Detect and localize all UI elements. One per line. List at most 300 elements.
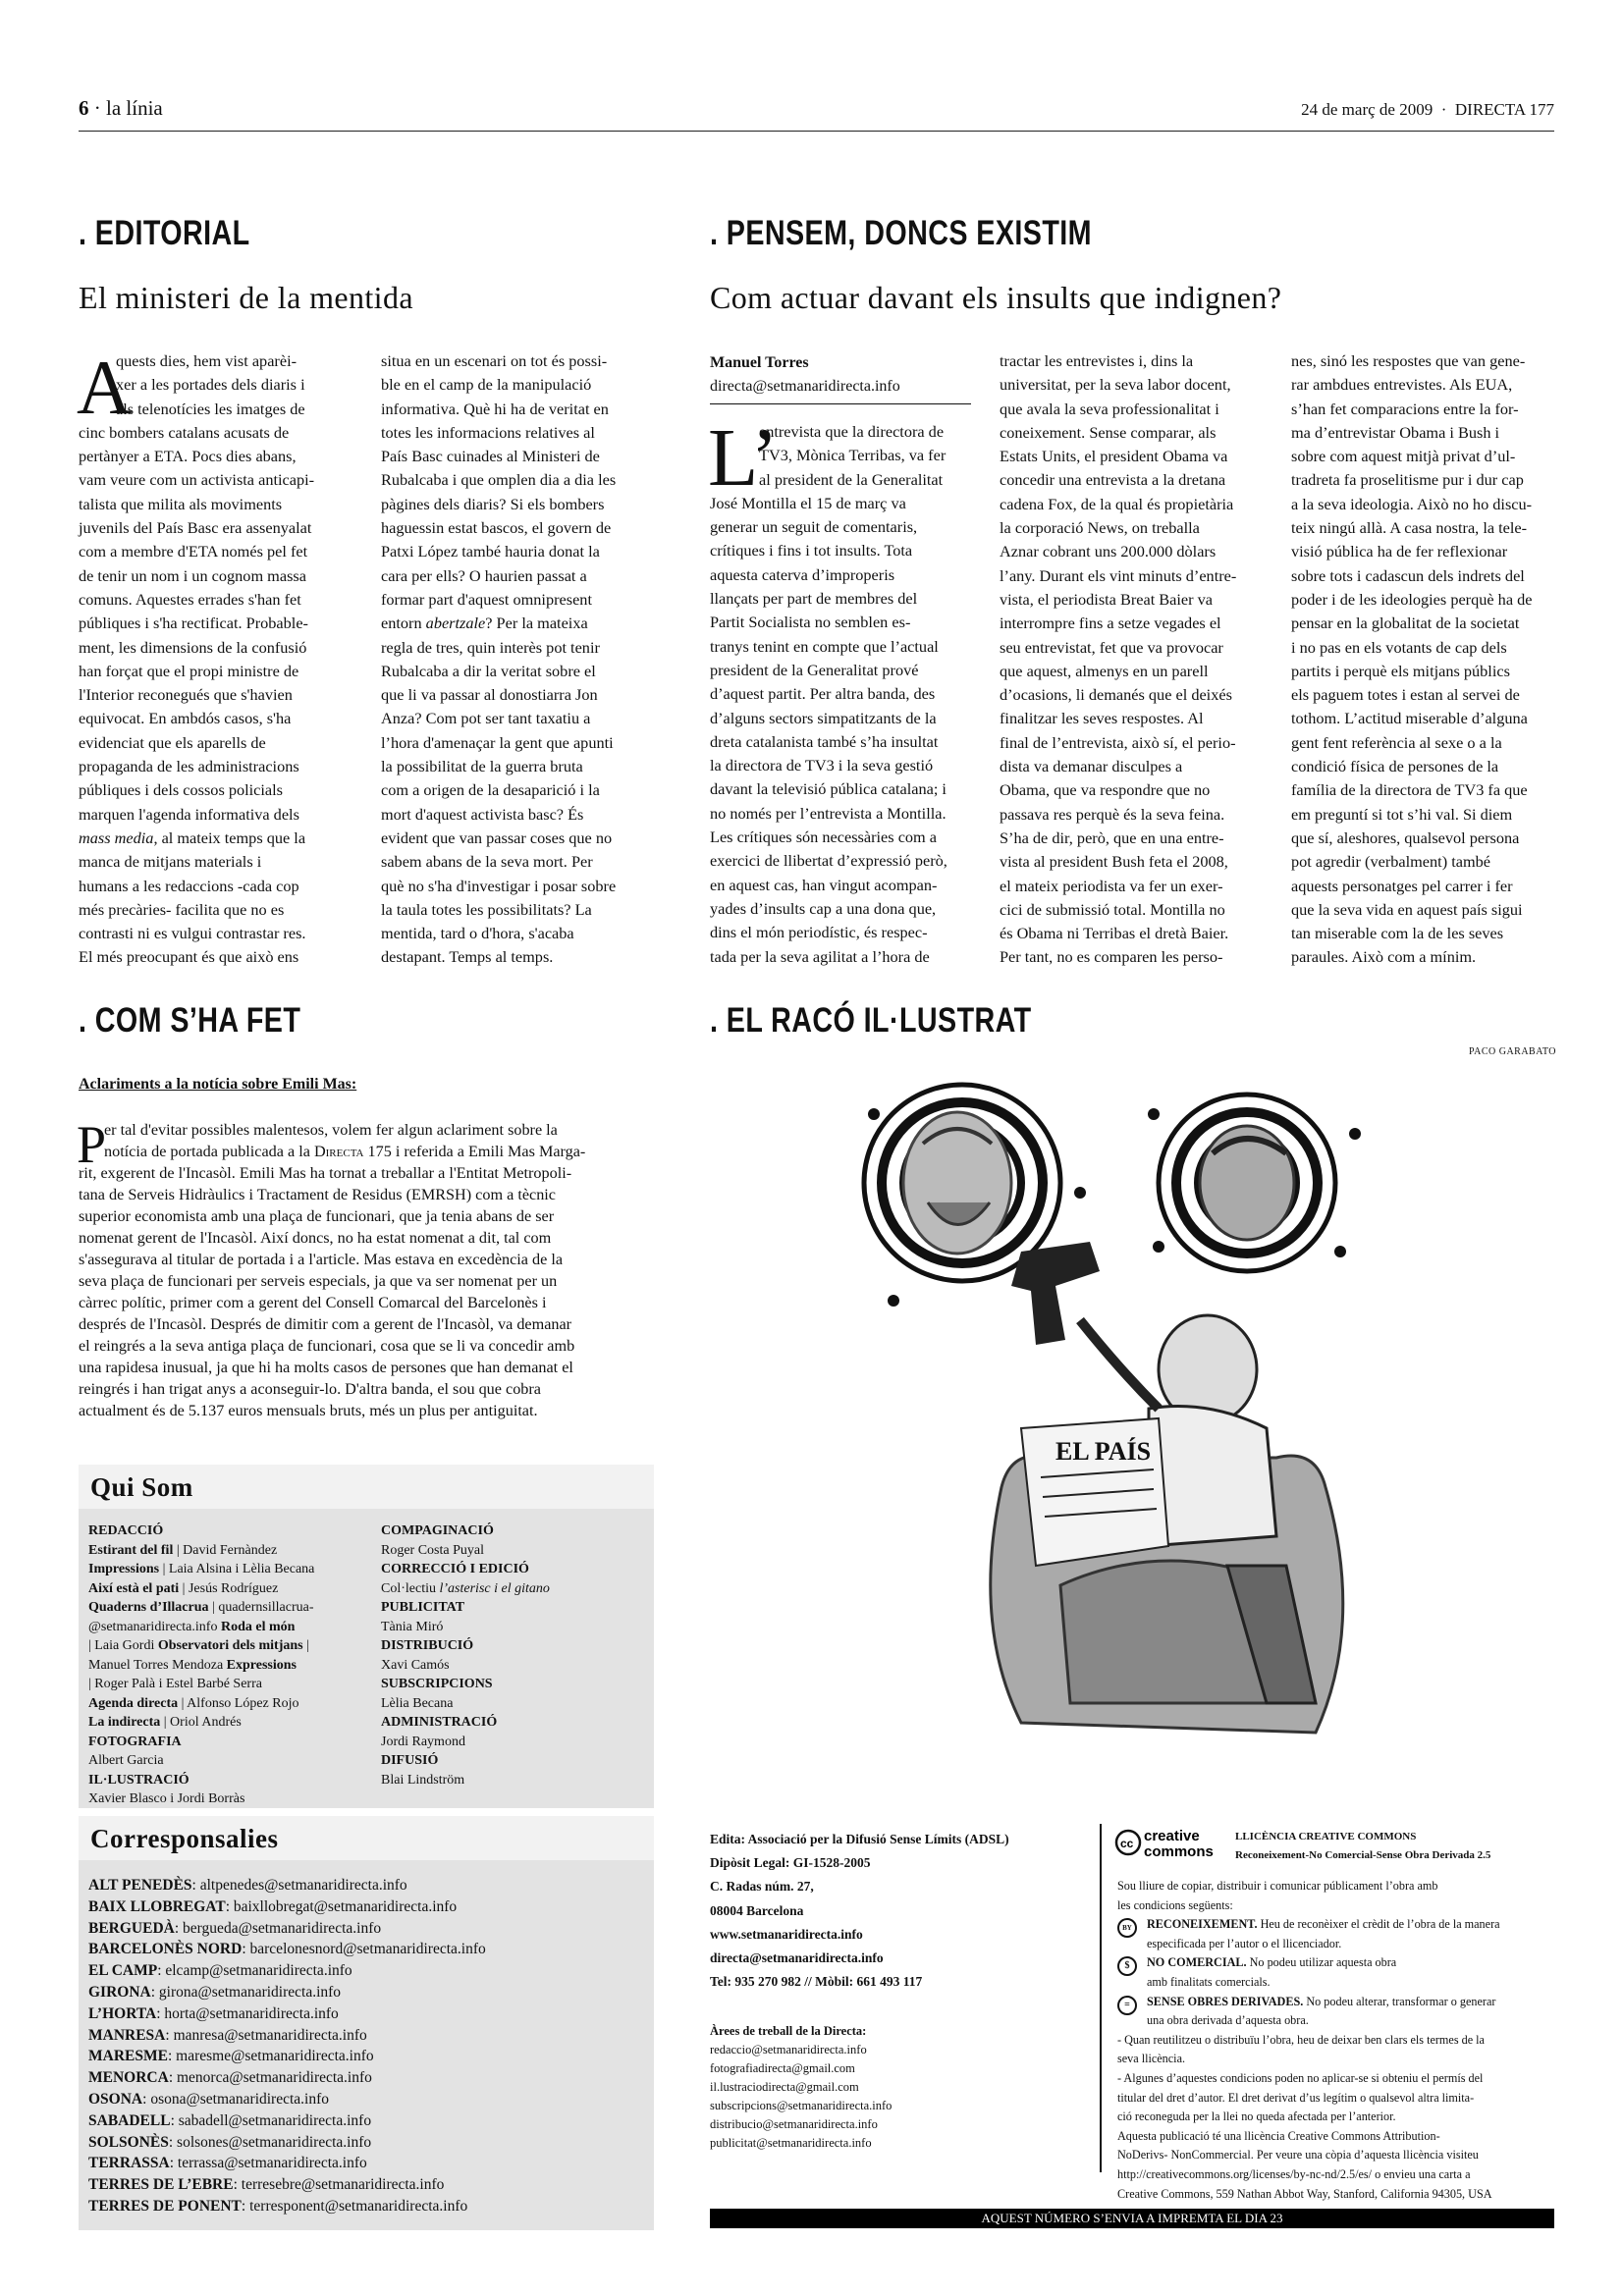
text-line: i no pas en els votants de cap dels xyxy=(1291,637,1507,657)
text-line: juvenils del País Basc era assenyalat xyxy=(79,518,312,538)
staff-label: Quaderns d’Illacrua xyxy=(88,1600,209,1615)
region-email[interactable]: horta@setmanaridirecta.info xyxy=(164,2004,339,2022)
text-line: marquen l'agenda informativa dels xyxy=(79,804,299,824)
text-line: és Obama ni Terribas el dretà Baier. xyxy=(1000,924,1229,943)
text-line: família de la directora de TV3 fa que xyxy=(1291,780,1528,800)
publisher-line: 08004 Barcelona xyxy=(710,1902,804,1918)
staff-name: Xavi Camós xyxy=(381,1657,450,1673)
staff-line xyxy=(381,1656,646,1676)
region-name: MANRESA xyxy=(88,2026,166,2044)
region-email[interactable]: osona@setmanaridirecta.info xyxy=(150,2090,330,2108)
text-line: com a origen de la desaparició i la xyxy=(381,780,600,800)
text-line: l’any. Durant els vint minuts d’entre- xyxy=(1000,565,1237,585)
license-intro: Sou lliure de copiar, distribuir i comunicar públicament l’obra amb xyxy=(1117,1879,1438,1893)
staff-line xyxy=(381,1598,646,1618)
newspaper-el-pais xyxy=(1021,1418,1168,1566)
region-email[interactable]: maresme@setmanaridirecta.info xyxy=(176,2048,374,2065)
correspondent-item: SABADELL: sabadell@setmanaridirecta.info xyxy=(88,2111,372,2129)
condition-line: una obra derivada d’aquesta obra. xyxy=(1147,2013,1309,2028)
license-note: Aquesta publicació té una llicència Creative Commons Attribution- xyxy=(1117,2128,1440,2143)
svg-text:EL PAÍS: EL PAÍS xyxy=(1055,1437,1152,1466)
pensem-title: Com actuar davant els insults que indignen? xyxy=(710,280,1282,315)
staff-line xyxy=(88,1713,373,1733)
region-email[interactable]: altpenedes@setmanaridirecta.info xyxy=(199,1877,407,1894)
text-line: seu entrevistat, fet que va provocar xyxy=(1000,637,1223,657)
text-line: xer a les portades dels diaris i xyxy=(116,375,305,395)
text-line: vam veure com un activista anticapi- xyxy=(79,470,315,490)
staff-name: Col·lectiu xyxy=(381,1580,440,1596)
text-line: davant la televisió pública catalana; i xyxy=(710,779,947,799)
text-line: dins el món periodístic, és respec- xyxy=(710,923,928,942)
text-line: públiques i dels cossos policials xyxy=(79,780,284,800)
text-line: d’ocasions, li demanés que el deixés xyxy=(1000,685,1232,705)
region-name: EL CAMP xyxy=(88,1962,158,1980)
text-line: concedir una entrevista a la dretana xyxy=(1000,470,1226,490)
text-line: yades d’insults cap a una dona que, xyxy=(710,898,937,918)
page-number: 6 xyxy=(79,96,89,120)
qui-som-right xyxy=(381,1522,646,1789)
text-line: crítiques i fins i tot insults. Tota xyxy=(710,541,913,561)
text-line: al president de la Generalitat xyxy=(759,469,944,489)
text-segment: 175 i referida a Emili Mas Marga- xyxy=(363,1143,586,1160)
staff-line xyxy=(88,1618,373,1637)
text-line: sabem abans de la seva mort. Per xyxy=(381,852,593,872)
text-line: Patxi López també hauria donat la xyxy=(381,542,600,561)
condition-text: No podeu utilizar aquesta obra xyxy=(1246,1955,1397,1970)
text-line: ble en el camp de la manipulació xyxy=(381,375,592,395)
staff-label: COMPAGINACIÓ xyxy=(381,1523,494,1538)
text-line: aquesta caterva d’improperis xyxy=(710,564,895,584)
text-line: cinc bombers catalans acusats de xyxy=(79,422,290,442)
text-line: Per tant, no es comparen les perso- xyxy=(1000,947,1223,967)
staff-line xyxy=(88,1675,373,1694)
staff-line xyxy=(88,1522,373,1541)
text-line: tothom. L’actitud miserable d’alguna xyxy=(1291,709,1528,728)
staff-name: | Alfonso López Rojo xyxy=(178,1695,299,1711)
staff-label: SUBSCRIPCIONS xyxy=(381,1677,493,1691)
work-area-email[interactable]: distribucio@setmanaridirecta.info xyxy=(710,2117,878,2131)
work-area-email[interactable]: publicitat@setmanaridirecta.info xyxy=(710,2136,872,2150)
text-line: que la seva vida en aquest país sigui xyxy=(1291,899,1523,919)
region-name: TERRASSA xyxy=(88,2155,170,2172)
text-line: interrompre fins a setze vegades el xyxy=(1000,614,1221,633)
staff-label: Expressions xyxy=(226,1657,297,1673)
region-email[interactable]: girona@setmanaridirecta.info xyxy=(158,1983,342,2001)
staff-name: | xyxy=(302,1638,309,1653)
text-line: evidenciat que els aparells de xyxy=(79,732,266,752)
correspondent-item: BERGUEDÀ: bergueda@setmanaridirecta.info xyxy=(88,1919,382,1937)
cartoon-illustration xyxy=(854,1075,1492,1752)
pensem-heading: . PENSEM, DONCS EXISTIM xyxy=(710,214,1092,252)
staff-name: Roger Costa Puyal xyxy=(381,1542,484,1558)
region-name: OSONA xyxy=(88,2090,143,2108)
staff-line xyxy=(381,1541,646,1561)
license-condition xyxy=(1117,1915,1559,1953)
text-line: talista que milita als moviments xyxy=(79,494,283,513)
condition-name: SENSE OBRES DERIVADES. xyxy=(1147,1994,1304,2008)
text-line: una rapidesa inusual, ja que hi ha molts casos de persones que han demanat el xyxy=(79,1359,573,1376)
target-right-icon xyxy=(1159,1095,1335,1271)
text-line: s'assegurava al titular de portada i a l'article. Mas estava en excedència de la xyxy=(79,1251,564,1268)
region-name: SOLSONÈS xyxy=(88,2133,169,2151)
text-line: a la seva ideologia. Això no ho discu- xyxy=(1291,494,1533,513)
region-name: L’HORTA xyxy=(88,2004,157,2022)
corresponsalies-title: Corresponsalies xyxy=(79,1816,654,1860)
pensem-column-2 xyxy=(1000,349,1257,970)
publisher-info xyxy=(710,1828,1009,1994)
text-line: finalitzar les seves respostes. Al xyxy=(1000,709,1204,728)
text-line: superior economista amb una plaça de funcionari, que ja tenia abans de ser xyxy=(79,1207,555,1225)
correspondent-item: TERRES DE PONENT: terresponent@setmanaridirecta.info xyxy=(88,2197,468,2215)
page-folio: 6 · la línia xyxy=(79,96,163,120)
staff-name: | Jesús Rodríguez xyxy=(179,1580,279,1596)
text-line: pensar en la globalitat de la societat xyxy=(1291,614,1520,633)
text-line: càrrec polític, primer com a gerent del Consell Comarcal del Barcelonès i xyxy=(79,1294,547,1311)
correspondent-item: BARCELONÈS NORD: barcelonesnord@setmanaridirecta.info xyxy=(88,1941,486,1958)
staff-label: PUBLICITAT xyxy=(381,1600,465,1615)
text-line: er tal d'evitar possibles malentesos, volem fer algun aclariment sobre la xyxy=(104,1121,558,1139)
svg-text:commons: commons xyxy=(1144,1843,1214,1859)
license-note: NoDerivs- NonCommercial. Per veure una còpia d’aquesta llicència visiteu xyxy=(1117,2148,1479,2163)
staff-name: | quadernsillacrua- xyxy=(208,1600,314,1615)
text-line: cadena Fox, de la qual és propietària xyxy=(1000,494,1234,513)
text-line: universitat, per la seva labor docent, xyxy=(1000,375,1231,395)
correspondent-item: ALT PENEDÈS: altpenedes@setmanaridirecta.info xyxy=(88,1877,407,1894)
staff-line xyxy=(381,1522,646,1541)
staff-label: Observatori dels mitjans xyxy=(157,1638,303,1653)
staff-name: | Laia Alsina i Lèlia Becana xyxy=(159,1562,315,1576)
text-line: president de la Generalitat prové xyxy=(710,660,919,679)
text-line: situa en un escenari on tot és possi- xyxy=(381,351,608,370)
byline xyxy=(710,351,971,404)
svg-text:cc: cc xyxy=(1120,1837,1134,1850)
staff-line xyxy=(88,1541,373,1561)
text-line: sobre com aquest mitjà privat d’ul- xyxy=(1291,447,1516,466)
text-line: Rubalcaba i que omplen dia a dia les xyxy=(381,470,617,490)
work-areas xyxy=(710,2022,892,2153)
author-name: Manuel Torres xyxy=(710,354,809,371)
condition-line xyxy=(1147,1953,1559,1973)
condition-name: RECONEIXEMENT. xyxy=(1147,1917,1258,1932)
license-intro: les condicions següents: xyxy=(1117,1897,1233,1912)
text-line: actualment és de 5.137 euros mensuals bruts, més un plus per antiguitat. xyxy=(79,1402,538,1419)
text-line xyxy=(79,827,353,850)
staff-name: Jordi Raymond xyxy=(381,1734,465,1749)
work-area-email[interactable]: subscripcions@setmanaridirecta.info xyxy=(710,2099,893,2112)
correspondent-item: GIRONA: girona@setmanaridirecta.info xyxy=(88,1983,342,2001)
com-sha-fet-body xyxy=(77,1115,658,1421)
text-line: tradreta fa proselitisme pur i dur cap xyxy=(1291,470,1524,490)
text-line: paraules. Això com a mínim. xyxy=(1291,947,1477,967)
text-line: més precàries- facilita que no es xyxy=(79,899,285,919)
text-line: que li va passar al donostiarra Jon xyxy=(381,685,598,705)
staff-line xyxy=(381,1560,646,1579)
text-line: gent fent referència al sexe o a la xyxy=(1291,732,1502,752)
text-line: ma d’entrevistar Obama i Bush i xyxy=(1291,422,1500,442)
region-email[interactable]: manresa@setmanaridirecta.info xyxy=(173,2026,367,2044)
text-line: llançats per part de membres del xyxy=(710,589,918,609)
pensem-column-3 xyxy=(1291,349,1556,970)
text-line: coneixement. Sense comparar, als xyxy=(1000,422,1217,442)
text-segment: notícia de portada publicada a la xyxy=(104,1143,314,1160)
text-line: no només per l’entrevista a Montilla. xyxy=(710,803,947,823)
region-email[interactable]: terrassa@setmanaridirecta.info xyxy=(177,2155,367,2172)
region-email[interactable]: menorca@setmanaridirecta.info xyxy=(177,2069,372,2087)
text-line: pot agredir (verbalment) també xyxy=(1291,852,1490,872)
staff-name: Tània Miró xyxy=(381,1619,444,1634)
text-line: rit, exgerent de l'Incasòl. Emili Mas ha tornat a treballar a l'Entitat Metropoli- xyxy=(79,1164,572,1182)
condition-text: Heu de reconèixer el crèdit de l’obra de la manera xyxy=(1257,1917,1500,1932)
staff-line xyxy=(88,1751,373,1771)
text-line: Estats Units, el president Obama va xyxy=(1000,447,1228,466)
region-email[interactable]: sabadell@setmanaridirecta.info xyxy=(178,2111,372,2129)
text-line: l'Interior reconegués que s'havien xyxy=(79,685,293,705)
correspondent-item: SOLSONÈS: solsones@setmanaridirecta.info xyxy=(88,2133,372,2151)
text-line: després de l'Incasòl. Després de dimitir com a gerent de l'Incasòl, va demanar xyxy=(79,1315,572,1333)
staff-line xyxy=(88,1560,373,1579)
region-email[interactable]: terresebre@setmanaridirecta.info xyxy=(241,2176,445,2194)
region-name: MARESME xyxy=(88,2048,168,2065)
staff-name: | David Fernàndez xyxy=(173,1542,278,1558)
editorial-heading: . EDITORIAL xyxy=(79,214,250,252)
text-line: tan miserable com la de les seves xyxy=(1291,924,1504,943)
text-line: Aznar cobrant uns 200.000 dòlars xyxy=(1000,542,1217,561)
publisher-line: directa@setmanaridirecta.info xyxy=(710,1950,884,1966)
corresponsalies-box xyxy=(79,1816,654,2230)
staff-line xyxy=(88,1656,373,1676)
work-area-email[interactable]: il.lustraciodirecta@gmail.com xyxy=(710,2080,859,2094)
staff-label: DISTRIBUCIÓ xyxy=(381,1638,474,1653)
staff-name: @setmanaridirecta.info xyxy=(88,1619,221,1634)
region-name: BERGUEDÀ xyxy=(88,1919,175,1937)
text-line: als telenotícies les imatges de xyxy=(116,399,305,418)
editorial-column-2 xyxy=(381,349,656,970)
region-name: TERRES DE PONENT xyxy=(88,2197,242,2215)
com-sha-fet-subtitle: Aclariments a la notícia sobre Emili Mas: xyxy=(79,1076,357,1093)
region-email[interactable]: solsones@setmanaridirecta.info xyxy=(177,2133,372,2151)
staff-line xyxy=(381,1618,646,1637)
staff-label: Estirant del fil xyxy=(88,1542,174,1558)
text-line: sobre tots i cadascun dels indrets del xyxy=(1291,565,1525,585)
no-derivatives-icon: = xyxy=(1117,1996,1137,2015)
work-area-email[interactable]: fotografiadirecta@gmail.com xyxy=(710,2061,855,2075)
staff-line xyxy=(381,1675,646,1694)
text-line: han forçat que el propi ministre de xyxy=(79,661,299,680)
raco-heading: . EL RACÓ IL·LUSTRAT xyxy=(710,1001,1032,1040)
text-line: d’aquest partit. Per altra banda, des xyxy=(710,684,936,704)
publisher-line: Dipòsit Legal: GI-1528-2005 xyxy=(710,1855,871,1871)
text-line: El més preocupant és que això ens xyxy=(79,947,299,967)
text-line: tada per la seva agilitat a l’hora de xyxy=(710,946,930,966)
text-line: Rubalcaba a dir la veritat sobre el xyxy=(381,661,596,680)
correspondent-item: MANRESA: manresa@setmanaridirecta.info xyxy=(88,2026,367,2044)
staff-line xyxy=(88,1694,373,1714)
text-line: nomenat gerent de l'Incasòl. Així doncs, no ha estat nomenat a dit, tal com xyxy=(79,1229,552,1247)
text-line: passava res perquè és la seva feina. xyxy=(1000,804,1225,824)
work-areas-title: Àrees de treball de la Directa: xyxy=(710,2024,867,2038)
text-line: pàgines dels diaris? Si els bombers xyxy=(381,494,605,513)
text-segment: , al mateix temps que la xyxy=(153,828,306,847)
staff-label: CORRECCIÓ I EDICIÓ xyxy=(381,1562,529,1576)
qui-som-left xyxy=(88,1522,373,1809)
text-line: que sí, aleshores, qualsevol persona xyxy=(1291,828,1520,847)
issue-date: 24 de març de 2009 xyxy=(1301,100,1434,119)
staff-line xyxy=(88,1598,373,1618)
staff-label: DIFUSIÓ xyxy=(381,1753,439,1768)
staff-name: | Laia Gordi xyxy=(88,1638,158,1653)
license-title: LLICÈNCIA CREATIVE COMMONS xyxy=(1235,1831,1417,1842)
correspondent-item: OSONA: osona@setmanaridirecta.info xyxy=(88,2090,330,2108)
text-line: la corporació News, on treballa xyxy=(1000,518,1200,538)
publisher-line: Edita: Associació per la Difusió Sense Límits (ADSL) xyxy=(710,1832,1009,1846)
text-line: vista, el periodista Breat Baier va xyxy=(1000,589,1214,609)
license-header xyxy=(1235,1828,1490,1865)
author-email[interactable]: directa@setmanaridirecta.info xyxy=(710,378,900,395)
staff-label: ADMINISTRACIÓ xyxy=(381,1715,498,1730)
staff-line xyxy=(381,1636,646,1656)
correspondent-item: BAIX LLOBREGAT: baixllobregat@setmanaridirecta.info xyxy=(88,1897,458,1915)
text-line: l’hora d'amenaçar la gent que apunti xyxy=(381,732,614,752)
text-segment: entorn xyxy=(381,614,426,633)
text-line: la directora de TV3 i la seva gestió xyxy=(710,756,934,775)
text-line: reingrés i han trigat anys a aconseguir-lo. D'altra banda, el sou que cobra xyxy=(79,1380,541,1398)
section-name: la línia xyxy=(106,96,163,120)
emphasis: Directa xyxy=(313,1143,364,1160)
region-email[interactable]: terresponent@setmanaridirecta.info xyxy=(249,2197,468,2215)
corresponsalies-list xyxy=(88,1875,486,2217)
text-line: rar ambdues entrevistes. Als EUA, xyxy=(1291,375,1513,395)
license-note: Creative Commons, 559 Nathan Abbot Way, Stanford, California 94305, USA xyxy=(1117,2186,1492,2201)
text-line: visió pública ha de fer reflexionar xyxy=(1291,542,1508,561)
staff-label: Roda el món xyxy=(220,1619,296,1634)
staff-name: Blai Lindström xyxy=(381,1772,465,1788)
creative-commons-logo xyxy=(1114,1826,1232,1864)
region-name: GIRONA xyxy=(88,1983,151,2001)
region-email[interactable]: baixllobregat@setmanaridirecta.info xyxy=(233,1897,458,1915)
text-line: els paguem totes i estan al servei de xyxy=(1291,685,1520,705)
text-line: teix ningú allà. A casa nostra, la tele- xyxy=(1291,518,1528,538)
text-line: poder i de les ideologies perquè ha de xyxy=(1291,589,1533,609)
emphasis: mass media xyxy=(79,828,154,847)
text-line: totes les informacions relatives al xyxy=(381,422,595,442)
staff-line xyxy=(381,1771,646,1790)
text-line: pertànyer a ETA. Pocs dies abans, xyxy=(79,447,297,466)
text-line: que aquest, almenys en un parell xyxy=(1000,661,1209,680)
correspondent-item: L’HORTA: horta@setmanaridirecta.info xyxy=(88,2004,339,2022)
text-line: partits i perquè els mitjans públics xyxy=(1291,661,1510,680)
illustrator-credit: PACO GARABATO xyxy=(1468,1046,1556,1057)
text-line: dista va demanar disculpes a xyxy=(1000,757,1183,776)
text-line: el mateix periodista va fer un exer- xyxy=(1000,876,1223,895)
attribution-icon: BY xyxy=(1117,1918,1137,1938)
region-email[interactable]: barcelonesnord@setmanaridirecta.info xyxy=(249,1941,486,1958)
condition-line xyxy=(1147,1915,1559,1935)
text-line: públiques i s'ha rectificat. Probable- xyxy=(79,614,308,633)
region-name: SABADELL xyxy=(88,2111,171,2129)
drop-cap: P xyxy=(77,1115,107,1174)
staff-name: l’asterisc i el gitano xyxy=(439,1580,550,1596)
text-line: Les crítiques són necessàries com a xyxy=(710,828,938,847)
correspondent-item: MARESME: maresme@setmanaridirecta.info xyxy=(88,2048,374,2065)
text-line: cara per ells? O haurien passat a xyxy=(381,565,587,585)
text-line: humans a les redaccions -cada cop xyxy=(79,876,299,895)
text-line: formar part d'aquest omnipresent xyxy=(381,589,592,609)
region-name: BAIX LLOBREGAT xyxy=(88,1897,226,1915)
text-line: País Basc cuinades al Ministeri de xyxy=(381,447,600,466)
cc-icon xyxy=(1114,1826,1232,1859)
staff-label: IL·LUSTRACIÓ xyxy=(88,1772,189,1788)
staff-line xyxy=(88,1771,373,1790)
text-line: regla de tres, quin interès pot tenir xyxy=(381,637,600,657)
license-note: - Algunes d’aquestes condicions poden no aplicar-se si obteniu el permís del xyxy=(1117,2070,1484,2085)
region-name: BARCELONÈS NORD xyxy=(88,1941,243,1958)
text-line: Partit Socialista no semblen es- xyxy=(710,613,911,632)
text-line: destapant. Temps al temps. xyxy=(381,947,554,967)
text-line: quests dies, hem vist aparèi- xyxy=(116,351,298,370)
text-line: mentida, tard o d'hora, s'acaba xyxy=(381,924,574,943)
text-line: què no s'ha d'investigar i posar sobre xyxy=(381,876,617,895)
text-line: propaganda de les administracions xyxy=(79,757,299,776)
staff-label: FOTOGRAFIA xyxy=(88,1734,182,1749)
text-line: informativa. Què hi ha de veritat en xyxy=(381,399,609,418)
condition-line: especificada per l’autor o el llicenciador. xyxy=(1147,1936,1342,1950)
text-line: en aquest cas, han vingut acompan- xyxy=(710,875,938,894)
condition-name: NO COMERCIAL. xyxy=(1147,1955,1247,1970)
com-sha-fet-heading: . COM S’HA FET xyxy=(79,1001,301,1040)
issue-info: 24 de març de 2009 · DIRECTA 177 xyxy=(1301,100,1554,119)
text-line: José Montilla el 15 de març va xyxy=(710,493,906,512)
staff-name: Manuel Torres Mendoza xyxy=(88,1657,227,1673)
publisher-line: www.setmanaridirecta.info xyxy=(710,1926,863,1942)
svg-text:creative: creative xyxy=(1144,1828,1200,1844)
qui-som-box xyxy=(79,1465,654,1808)
license-note: - Quan reutilitzeu o distribuïu l’obra, heu de deixar ben clars els termes de la xyxy=(1117,2032,1485,2047)
print-notice: AQUEST NÚMERO S’ENVIA A IMPREMTA EL DIA 23 xyxy=(710,2209,1554,2228)
text-line: Obama, que va respondre que no xyxy=(1000,780,1211,800)
text-line: mort d'aquest activista basc? És xyxy=(381,804,584,824)
editorial-column-1 xyxy=(77,345,353,970)
text-line: nes, sinó les respostes que van gene- xyxy=(1291,351,1526,370)
text-line: dreta catalanista també s’ha insultat xyxy=(710,731,939,751)
staff-name: | Oriol Andrés xyxy=(160,1715,242,1730)
publisher-line: C. Radas núm. 27, xyxy=(710,1879,814,1895)
staff-label: REDACCIÓ xyxy=(88,1523,164,1538)
region-email[interactable]: bergueda@setmanaridirecta.info xyxy=(183,1919,382,1937)
region-name: MENORCA xyxy=(88,2069,169,2087)
qui-som-title: Qui Som xyxy=(79,1465,654,1509)
text-line: la taula totes les possibilitats? La xyxy=(381,899,592,919)
staff-line xyxy=(381,1733,646,1752)
text-line: entrevista que la directora de xyxy=(759,422,945,441)
staff-label: Impressions xyxy=(88,1562,160,1576)
staff-line xyxy=(381,1694,646,1714)
text-line: exercici de llibertat d’expressió però, xyxy=(710,851,947,871)
drop-cap: A xyxy=(77,345,133,430)
condition-line xyxy=(1147,1993,1559,2012)
drop-cap: L’ xyxy=(708,412,779,504)
staff-line xyxy=(88,1636,373,1656)
text-line: el reingrés a la seva antiga plaça de funcionari, cosa que se li va concedir amb xyxy=(79,1337,575,1355)
text-line: seva plaça de funcionari per serveis especials, ja que va ser nomenat per un xyxy=(79,1272,558,1290)
text-line xyxy=(79,1141,658,1162)
publisher-line: Tel: 935 270 982 // Mòbil: 661 493 117 xyxy=(710,1974,923,1990)
correspondent-item: EL CAMP: elcamp@setmanaridirecta.info xyxy=(88,1962,352,1980)
text-line: vista al president Bush feta el 2008, xyxy=(1000,852,1228,872)
license-text xyxy=(1117,1877,1559,2204)
work-area-email[interactable]: redaccio@setmanaridirecta.info xyxy=(710,2043,867,2056)
region-email[interactable]: elcamp@setmanaridirecta.info xyxy=(165,1962,352,1980)
text-line: aquests personatges pel carrer i fer xyxy=(1291,876,1513,895)
